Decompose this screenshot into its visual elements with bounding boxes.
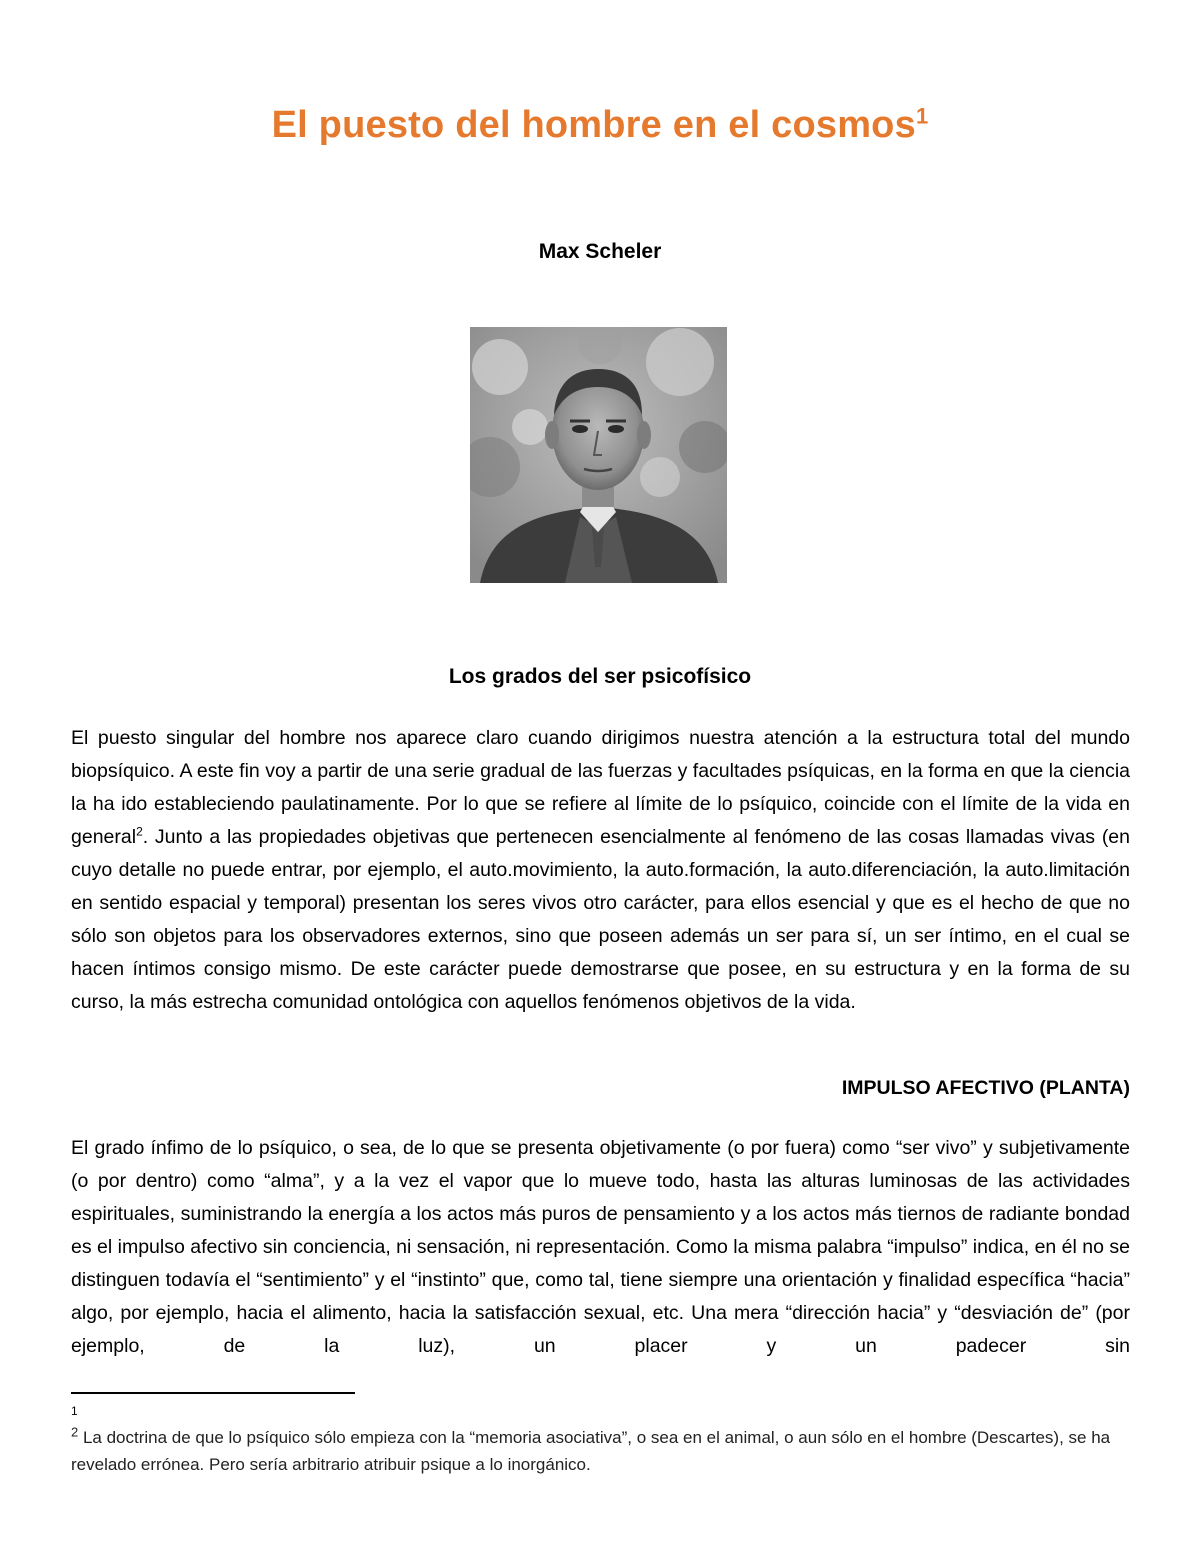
author-portrait [470,327,727,583]
footnote-2-marker: 2 [71,1424,79,1440]
title-text: El puesto del hombre en el cosmos [271,104,916,146]
section-heading: Los grados del ser psicofísico [448,665,752,688]
paragraph-2: El grado ínfimo de lo psíquico, o sea, de lo que se presenta objetivamente (o por fuera) como “ser vivo” y subjetivamente (o por dentro) como “alma”, y a la vez el vapor que lo mueve todo, hasta las alturas luminosas de las actividades espirituales, suministrando la energía a los actos más puros de pensamiento y a los actos más tiernos de radiante bondad es el impulso afectivo sin conciencia, ni sensación, ni representación. Como la misma palabra “impulso” indica, en él no se distinguen todavía el “sentimiento” y el “instinto” que, como tal, tiene siempre una orientación y finalidad específica “hacia” algo, por ejemplo, hacia el alimento, hacia la satisfacción sexual, etc. Una mera “dirección hacia” y “desviación de” (por ejemplo, de la luz), un placer y un padecer sin [71,1137,1130,1357]
footnote-2 [71,1424,1131,1478]
paragraph-1-text-a: El puesto singular del hombre nos aparece claro cuando dirigimos nuestra atención a la estructura total del mundo biopsíquico. A este fin voy a partir de una serie gradual de las fuerzas y facultades psíquicas, en la forma en que la ciencia la ha ido estableciendo paulatinamente. Por lo que se refiere al límite de lo psíquico, coincide con el límite de la vida en general [71,727,1130,848]
document-title [0,104,1200,147]
author-name: Max Scheler [538,240,662,263]
footnote-2-text: La doctrina de que lo psíquico sólo empieza con la “memoria asociativa”, o sea en el animal, o aun sólo en el hombre (Descartes), se ha revelado errónea. Pero sería arbitrario atribuir psique a lo inorgánico. [71,1428,1111,1474]
subheading-impulso-afectivo: IMPULSO AFECTIVO (PLANTA) [841,1077,1130,1099]
footnote-1-marker: 1 [71,1404,78,1418]
paragraph-1-footnote-ref[interactable]: 2 [136,824,143,839]
paragraph-1 [71,722,1130,1019]
title-footnote-ref[interactable]: 1 [915,103,929,129]
paragraph-1-text-b: . Junto a las propiedades objetivas que pertenecen esencialmente al fenómeno de las cosas llamadas vivas (en cuyo detalle no puede entrar, por ejemplo, el auto.movimiento, la auto.formación, la auto.diferenciación, la auto.limitación en sentido espacial y temporal) presentan los seres vivos otro carácter, para ellos esencial y que es el hecho de que no sólo son objetos para los observadores externos, sino que poseen además un ser para sí, un ser íntimo, en el cual se hacen íntimos consigo mismo. De este carácter puede demostrarse que posee, en su estructura y en la forma de su curso, la más estrecha comunidad ontológica con aquellos fenómenos objetivos de la vida. [71,826,1130,1013]
footnote-separator [71,1392,355,1394]
